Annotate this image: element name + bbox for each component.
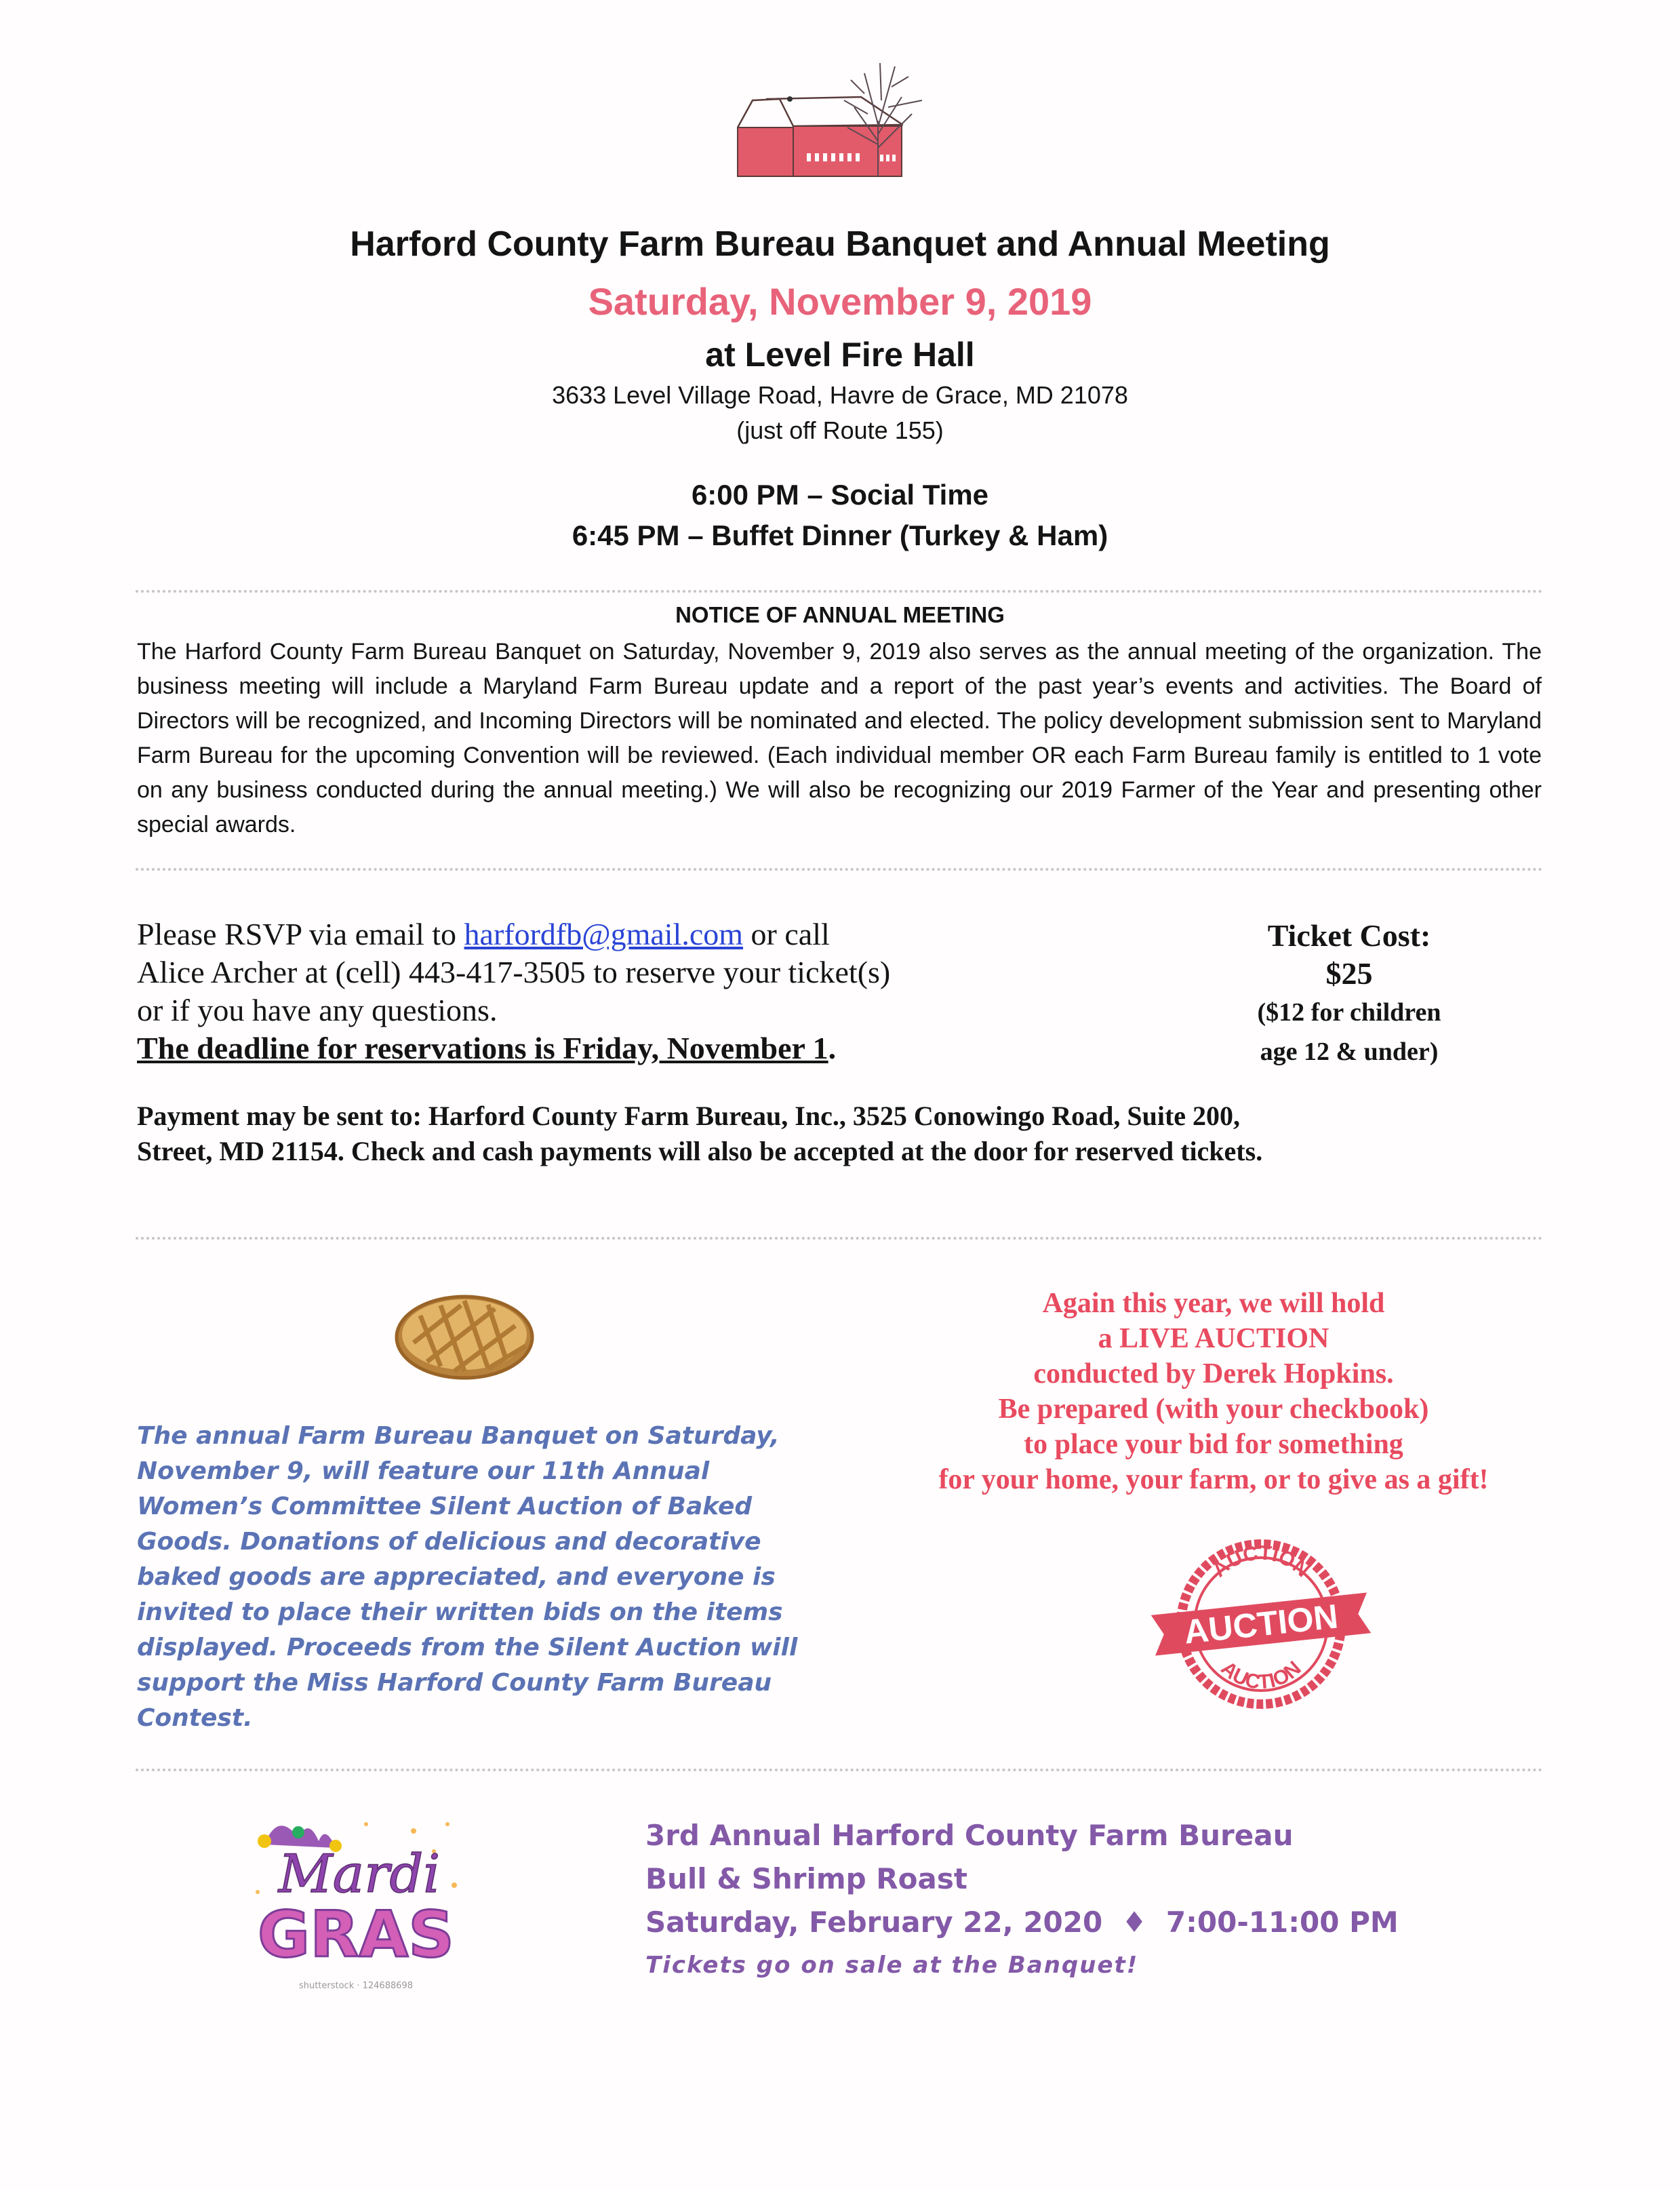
rsvp-questions-line: or if you have any questions. [137,993,498,1027]
divider [136,1769,1543,1771]
stamp-main-text: AUCTION [1182,1597,1340,1651]
dinner-time: 6:45 PM – Buffet Dinner (Turkey & Ham) [572,519,1108,551]
auction-stamp-icon [1146,1526,1376,1722]
svg-text:AUCTION [1208,1542,1314,1582]
stamp-top-text: AUCTION [1207,1541,1315,1582]
rsvp-text: or call [743,917,830,951]
svg-text:AUCTION [1216,1657,1305,1693]
rsvp-block [137,915,1222,1067]
divider [136,1237,1543,1240]
rsvp-text: Please RSVP via email to [137,917,464,951]
bull-roast-ticket-note: Tickets go on sale at the Banquet! [645,1952,1139,1979]
venue-address-note: (just off Route 155) [736,416,944,444]
payment-info [137,1099,1547,1169]
event-date: Saturday, November 9, 2019 [588,280,1092,323]
bull-roast-date: Saturday, February 22, 2020 [645,1906,1103,1939]
rsvp-email-link[interactable]: harfordfb@gmail.com [464,917,744,951]
ticket-cost-label: Ticket Cost: [1267,918,1431,953]
diamond-icon: ♦ [1121,1906,1147,1939]
notice-heading: NOTICE OF ANNUAL MEETING [675,602,1005,627]
pie-icon [393,1288,536,1383]
divider [136,868,1543,871]
children-price: ($12 for children [1257,998,1441,1027]
social-time: 6:00 PM – Social Time [691,479,989,511]
stock-credit: shutterstock · 124688698 [298,1981,414,1991]
rsvp-phone-line: Alice Archer at (cell) 443-417-3505 to reserve your ticket(s) [137,955,891,989]
barn-logo [725,60,942,189]
bull-roast-time: 7:00-11:00 PM [1165,1906,1399,1939]
silent-auction-text: The annual Farm Bureau Banquet on Saturday, November 9, will feature our 11th Annual Women’s Committee Silent Auction of Baked Goods. Donations of delicious and decorative baked goods are appreciated, and everyone is invited to place their written bids on the items displayed. Proceeds from the Silent Auction will support the Miss Harford County Farm Bureau Contest. [137,1422,798,1732]
event-title: Harford County Farm Bureau Banquet and Annual Meeting [350,224,1330,264]
live-auction-line: Again this year, we will hold [1042,1288,1385,1319]
live-auction-line: Be prepared (with your checkbook) [998,1394,1429,1425]
deadline-period: . [828,1031,837,1065]
live-auction-line: a LIVE AUCTION [1098,1323,1329,1354]
notice-body: The Harford County Farm Bureau Banquet on Saturday, November 9, 2019 also serves as the annual meeting of the organization. The business meeting will include a Maryland Farm Bureau update and a report of the past year’s events and activities. The Board of Directors will be recognized, and Incoming Directors will be nominated and elected. The policy development submission sent to Maryland Farm Bureau for the upcoming Convention will be reviewed. (Each individual member OR each Farm Bureau family is entitled to 1 vote on any business conducted during the annual meeting.) We will also be recognizing our 2019 Farmer of the Year and presenting other special awards. [137,639,1542,837]
stamp-bottom-text: AUCTION [1216,1657,1306,1694]
bull-roast-datetime [645,1906,1399,1939]
live-auction-text [868,1286,1559,1497]
mardi-word: Mardi [278,1844,441,1905]
gras-word: GRAS [258,1898,454,1972]
payment-line: Street, MD 21154. Check and cash payments will also be accepted at the door for reserved tickets. [137,1136,1263,1166]
children-age: age 12 & under) [1260,1038,1439,1066]
venue-address: 3633 Level Village Road, Havre de Grace, MD 21078 [552,381,1128,409]
reservation-deadline: The deadline for reservations is Friday, November 1 [137,1031,828,1065]
bull-roast-title: 3rd Annual Harford County Farm Bureau [645,1819,1294,1852]
bull-roast-subtitle: Bull & Shrimp Roast [645,1862,967,1895]
divider [136,590,1543,593]
payment-line: Payment may be sent to: Harford County Farm Bureau, Inc., 3525 Conowingo Road, Suite 200, [137,1101,1241,1131]
ticket-price: $25 [1325,956,1373,991]
live-auction-line: conducted by Derek Hopkins. [1033,1358,1394,1389]
event-venue: at Level Fire Hall [705,336,975,374]
live-auction-line: for your home, your farm, or to give as a gift! [938,1464,1489,1495]
ticket-cost-block [1207,917,1492,1071]
mardi-gras-graphic [244,1811,468,2000]
live-auction-line: to place your bid for something [1024,1429,1403,1460]
